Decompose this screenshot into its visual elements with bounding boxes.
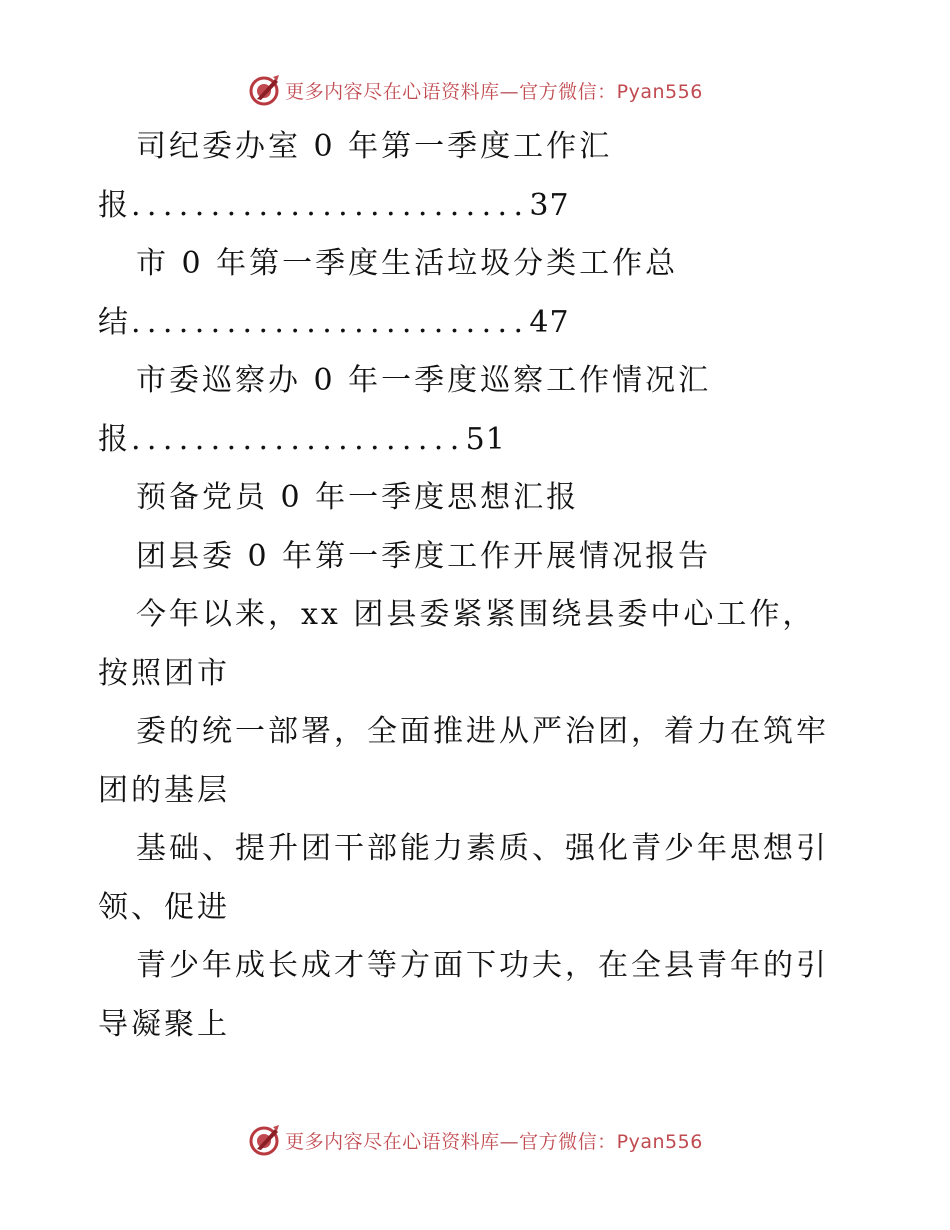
- toc-leader: .........................: [131, 187, 530, 223]
- paragraph-line: 按照团市: [98, 655, 230, 691]
- banner-text: [285, 1127, 703, 1154]
- quill-logo-icon: [247, 73, 281, 107]
- paragraph-line: 导凝聚上: [98, 1006, 230, 1042]
- toc-page-number: 37: [529, 187, 570, 223]
- paragraph-line: 基础、提升团干部能力素质、强化青少年思想引: [136, 831, 829, 866]
- toc-entry-title: 市委巡察办 0 年一季度巡察工作情况汇: [136, 363, 712, 398]
- banner-dash: —: [499, 80, 520, 103]
- banner-wechat: 官方微信：Pyan556: [519, 80, 703, 103]
- header-banner: [0, 70, 950, 110]
- banner-text: [285, 77, 703, 104]
- section-heading: 预备党员 0 年一季度思想汇报: [136, 480, 580, 515]
- toc-leader: .....................: [131, 421, 466, 457]
- toc-entry-tail-line: [98, 177, 858, 236]
- document-body: [98, 118, 858, 1054]
- banner-wechat: 官方微信：Pyan556: [519, 1130, 703, 1153]
- paragraph-line: 委的统一部署，全面推进从严治团，着力在筑牢: [136, 714, 829, 749]
- section-heading: 团县委 0 年第一季度工作开展情况报告: [136, 538, 712, 574]
- toc-entry-tail: 报: [98, 187, 131, 223]
- paragraph-line: 领、促进: [98, 889, 230, 925]
- banner-title: 更多内容尽在心语资料库: [285, 1130, 500, 1153]
- toc-entry-title: 市 0 年第一季度生活垃圾分类工作总: [136, 246, 679, 281]
- toc-entry-tail-line: [98, 411, 858, 470]
- toc-entry-tail: 报: [98, 421, 131, 457]
- toc-page-number: 51: [465, 421, 506, 457]
- toc-leader: .........................: [131, 304, 530, 340]
- toc-entry-tail-line: [98, 294, 858, 353]
- banner-dash: —: [499, 1130, 520, 1153]
- toc-entry-title: 司纪委办室 0 年第一季度工作汇: [136, 129, 613, 164]
- paragraph-line: 团的基层: [98, 772, 230, 808]
- banner-title: 更多内容尽在心语资料库: [285, 80, 500, 103]
- paragraph-line: 青少年成长成才等方面下功夫，在全县青年的引: [136, 948, 829, 983]
- footer-banner: [0, 1120, 950, 1160]
- quill-logo-icon: [247, 1123, 281, 1157]
- toc-page-number: 47: [529, 304, 570, 340]
- toc-entry-tail: 结: [98, 304, 131, 340]
- paragraph-line: 今年以来，xx 团县委紧紧围绕县委中心工作，: [136, 597, 816, 632]
